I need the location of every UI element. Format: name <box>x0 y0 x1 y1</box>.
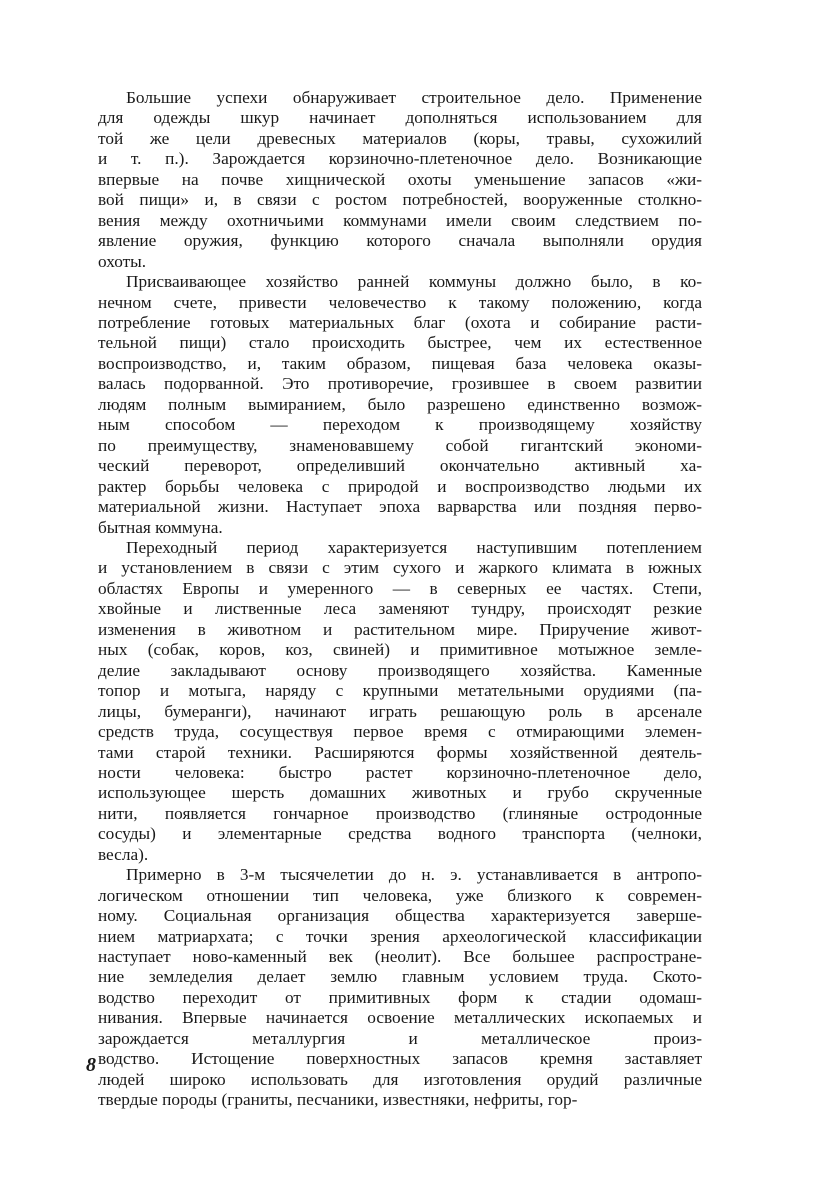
text-line: зарождается металлургия и металлическое произ- <box>98 1028 702 1048</box>
paragraph <box>98 865 702 1110</box>
text-line: людей широко использовать для изготовления орудий различные <box>98 1069 702 1089</box>
text-line: средств труда, сосуществуя первое время с отмирающими элемен- <box>98 722 702 742</box>
text-line: ности человека: быстро растет корзиночно-плетеночное дело, <box>98 762 702 782</box>
text-line: тельной пищи) стало происходить быстрее, чем их естественное <box>98 333 702 353</box>
text-line: хвойные и лиственные леса заменяют тундру, происходят резкие <box>98 599 702 619</box>
text-line: водство переходит от примитивных форм к стадии одомаш- <box>98 987 702 1007</box>
text-line: и т. п.). Зарождается корзиночно-плетеночное дело. Возникающие <box>98 149 702 169</box>
text-line: твердые породы (граниты, песчаники, известняки, нефриты, гор- <box>98 1090 578 1110</box>
body-text <box>98 88 702 1111</box>
text-line: логическом отношении тип человека, уже близкого к современ- <box>98 885 702 905</box>
text-line: использующее шерсть домашних животных и грубо скрученные <box>98 783 702 803</box>
text-line: Присваивающее хозяйство ранней коммуны должно было, в ко- <box>126 272 702 292</box>
text-line: ных (собак, коров, коз, свиней) и примитивное мотыжное земле- <box>98 640 702 660</box>
text-line: валась подорванной. Это противоречие, грозившее в своем развитии <box>98 374 702 394</box>
text-line: по преимуществу, знаменовавшему собой гигантский экономи- <box>98 435 702 455</box>
text-line: нием матриархата; с точки зрения археологической классификации <box>98 926 702 946</box>
paragraph <box>98 272 702 538</box>
text-line: нечном счете, привести человечество к такому положению, когда <box>98 292 702 312</box>
text-line: для одежды шкур начинает дополняться использованием для <box>98 108 702 128</box>
text-line: лицы, бумеранги), начинают играть решающую роль в арсенале <box>98 701 702 721</box>
text-line: изменения в животном и растительном мире. Приручение живот- <box>98 619 702 639</box>
paragraph <box>98 538 702 865</box>
text-line: ному. Социальная организация общества характеризуется заверше- <box>98 906 702 926</box>
paragraph <box>98 88 702 272</box>
text-line: ние земледелия делает землю главным условием труда. Ското- <box>98 967 702 987</box>
text-line: делие закладывают основу производящего хозяйства. Каменные <box>98 660 702 680</box>
text-line: вения между охотничьими коммунами имели своим следствием по- <box>98 210 702 230</box>
text-line: явление оружия, функцию которого сначала выполняли орудия <box>98 231 702 251</box>
text-line: нити, появляется гончарное производство (глиняные остродонные <box>98 803 702 823</box>
text-line: весла). <box>98 844 149 864</box>
text-line: Большие успехи обнаруживает строительное дело. Применение <box>126 88 702 107</box>
text-line: водство. Истощение поверхностных запасов кремня заставляет <box>98 1049 702 1069</box>
text-line: ным способом — переходом к производящему хозяйству <box>98 415 702 435</box>
text-line: материальной жизни. Наступает эпоха варварства или поздняя перво- <box>98 497 702 517</box>
text-line: Примерно в 3-м тысячелетии до н. э. устанавливается в антропо- <box>126 865 702 885</box>
text-line: потребление готовых материальных благ (охота и собирание расти- <box>98 312 702 332</box>
text-line: нивания. Впервые начинается освоение металлических ископаемых и <box>98 1008 702 1028</box>
text-line: Переходный период характеризуется наступившим потеплением <box>126 537 702 557</box>
text-line: вой пищи» и, в связи с ростом потребностей, вооруженные столкно- <box>98 190 702 210</box>
text-line: ческий переворот, определивший окончательно активный ха- <box>98 456 702 476</box>
text-line: людям полным вымиранием, было разрешено единственно возмож- <box>98 394 702 414</box>
text-line: рактер борьбы человека с природой и воспроизводство людьми их <box>98 476 702 496</box>
text-line: областях Европы и умеренного — в северных ее частях. Степи, <box>98 578 702 598</box>
text-line: топор и мотыга, наряду с крупными метательными орудиями (па- <box>98 681 702 701</box>
text-line: той же цели древесных материалов (коры, травы, сухожилий <box>98 128 702 148</box>
page-number: 8 <box>86 1054 96 1076</box>
text-line: тами старой техники. Расширяются формы хозяйственной деятель- <box>98 742 702 762</box>
text-line: бытная коммуна. <box>98 517 223 537</box>
text-line: сосуды) и элементарные средства водного транспорта (челноки, <box>98 824 702 844</box>
text-line: наступает ново-каменный век (неолит). Все большее распростране- <box>98 947 702 967</box>
text-line: впервые на почве хищнической охоты уменьшение запасов «жи- <box>98 169 702 189</box>
text-line: охоты. <box>98 251 147 271</box>
text-line: воспроизводство, и, таким образом, пищевая база человека оказы- <box>98 353 702 373</box>
text-line: и установлением в связи с этим сухого и жаркого климата в южных <box>98 558 702 578</box>
